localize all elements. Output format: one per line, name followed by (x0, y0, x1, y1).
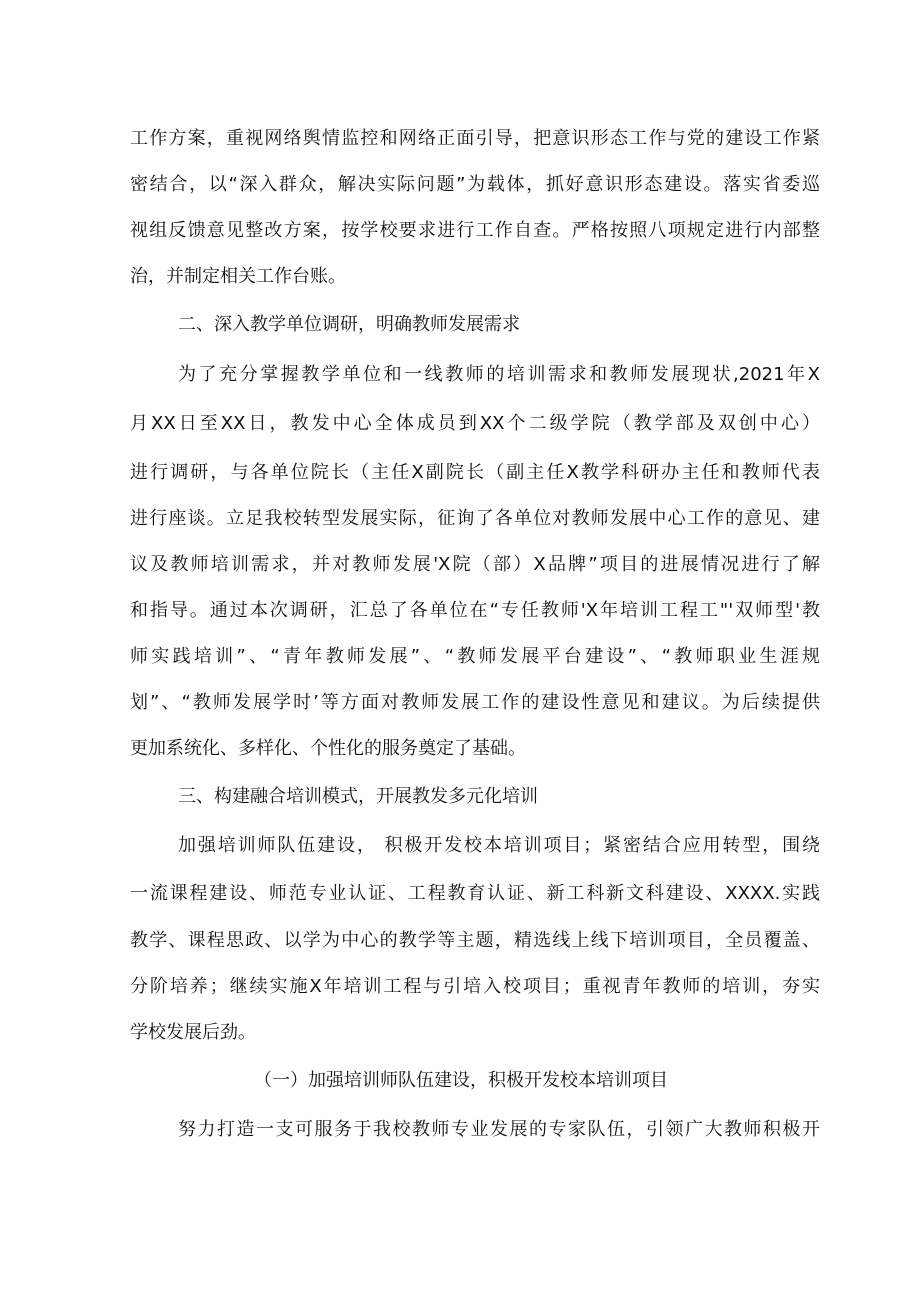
subsection-heading: （一）加强培训师队伍建设，积极开发校本培训项目 (254, 1070, 668, 1091)
paragraph-line: 更加系统化、多样化、个性化的服务奠定了基础。 (130, 738, 526, 759)
paragraph-line: 议及教师培训需求，并对教师发展'X院（部）X品牌”项目的进展情况进行了解 (130, 554, 820, 575)
section-heading: 二、深入教学单位调研，明确教师发展需求 (178, 314, 520, 335)
paragraph-line: 视组反馈意见整改方案，按学校要求进行工作自查。严格按照八项规定进行内部整 (130, 220, 820, 241)
paragraph-line: 密结合，以“深入群众，解决实际问题”为载体，抓好意识形态建设。落实省委巡 (130, 174, 820, 195)
paragraph-line: 治，并制定相关工作台账。 (130, 266, 346, 287)
paragraph-line: 工作方案，重视网络舆情监控和网络正面引导，把意识形态工作与党的建设工作紧 (130, 128, 820, 149)
paragraph-line: 划”、“教师发展学时’等方面对教师发展工作的建设性意见和建议。为后续提供 (130, 692, 820, 713)
paragraph-line: 一流课程建设、师范专业认证、工程教育认证、新工科新文科建设、XXXX.实践 (130, 883, 820, 904)
paragraph-line: 分阶培养；继续实施X年培训工程与引培入校项目；重视青年教师的培训，夯实 (130, 976, 820, 997)
paragraph-line: 教学、课程思政、以学为中心的教学等主题，精选线上线下培训项目，全员覆盖、 (130, 930, 820, 951)
paragraph-line: 月XX日至XX日，教发中心全体成员到XX个二级学院（教学部及双创中心） (130, 413, 820, 434)
paragraph-line: 学校发展后劲。 (130, 1022, 256, 1043)
section-heading: 三、构建融合培训模式，开展教发多元化培训 (178, 786, 538, 807)
paragraph-line: 师实践培训”、“青年教师发展”、“教师发展平台建设”、“教师职业生涯规 (130, 646, 820, 667)
paragraph-line: 进行调研，与各单位院长（主任X副院长（副主任X教学科研办主任和教师代表 (130, 462, 820, 483)
paragraph-line: 为了充分掌握教学单位和一线教师的培训需求和教师发展现状,2021年X (178, 364, 820, 385)
paragraph-line: 进行座谈。立足我校转型发展实际，征询了各单位对教师发展中心工作的意见、建 (130, 508, 820, 529)
paragraph-line: 和指导。通过本次调研，汇总了各单位在“专任教师'X年培训工程工"'双师型'教 (130, 600, 820, 621)
paragraph-line: 加强培训师队伍建设， 积极开发校本培训项目；紧密结合应用转型，围绕 (178, 835, 820, 856)
paragraph-line: 努力打造一支可服务于我校教师专业发展的专家队伍，引领广大教师积极开 (178, 1119, 820, 1140)
